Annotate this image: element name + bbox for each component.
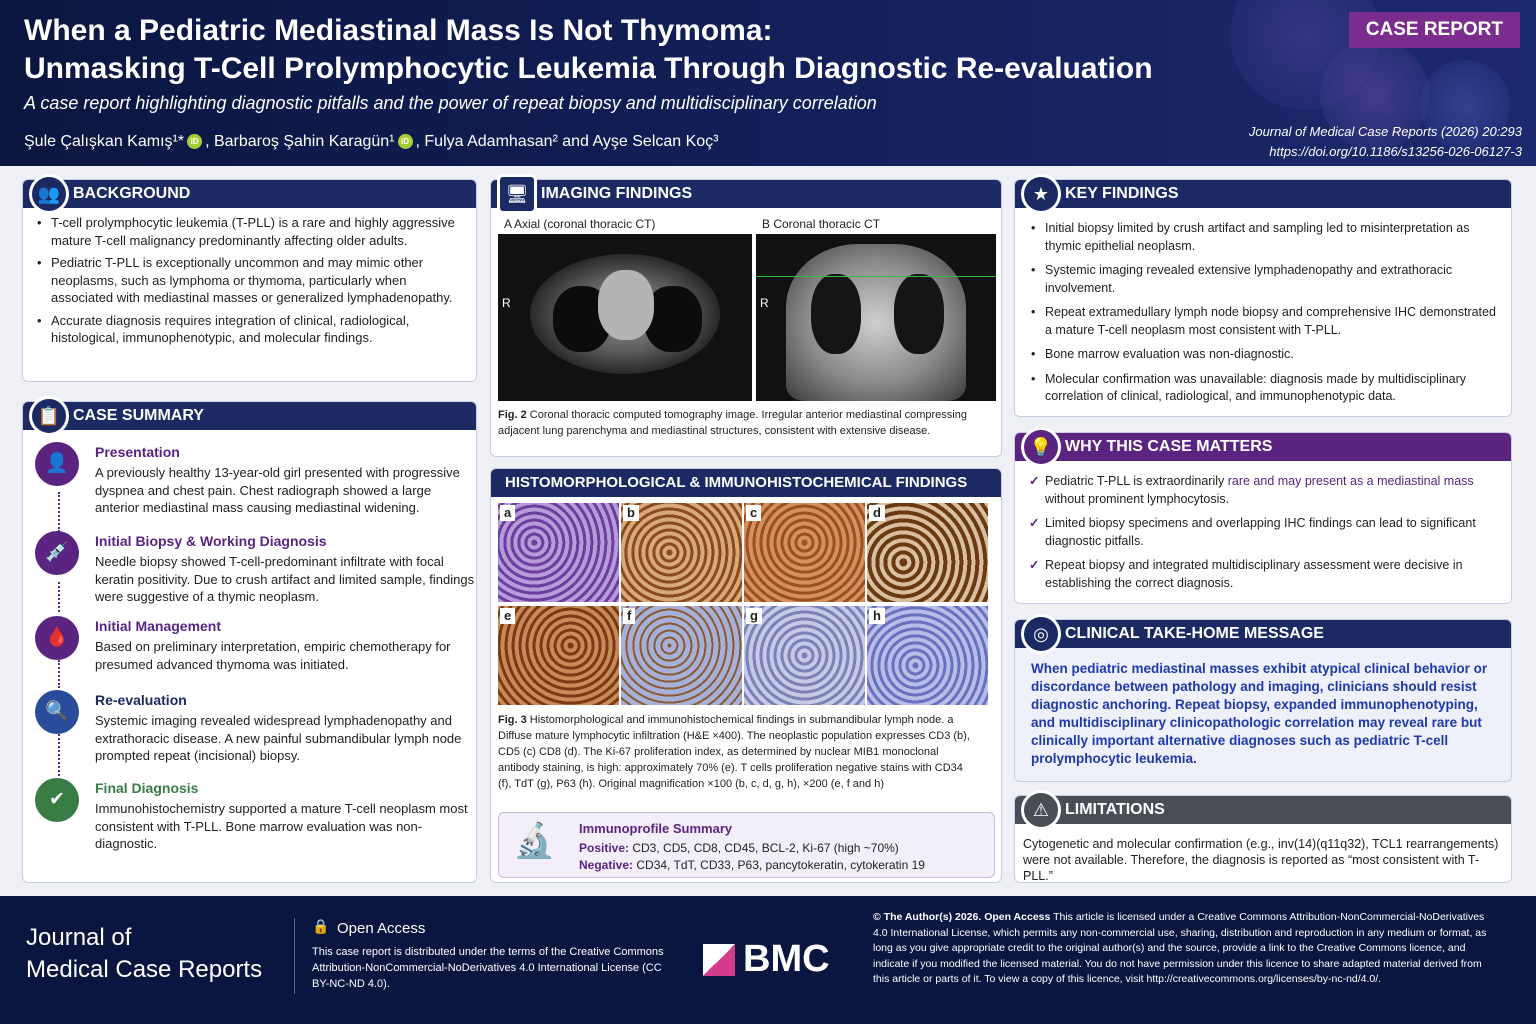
histology-image-f[interactable]	[621, 606, 742, 705]
case-report-badge: CASE REPORT	[1349, 12, 1520, 48]
open-access-text: This case report is distributed under the terms of the Creative Commons Attribution-NonCommercial-NoDerivatives 4.0 International License (CC BY-NC-ND 4.0).	[312, 946, 664, 990]
image-label: a	[500, 505, 515, 521]
immunoprofile-box	[498, 812, 995, 878]
step-heading: Final Diagnosis	[95, 780, 199, 796]
ct-mediastinal-mass	[598, 270, 654, 340]
header	[0, 0, 1536, 166]
imaging-panel	[490, 179, 1002, 457]
image-label: b	[623, 505, 639, 521]
step-text: Needle biopsy showed T-cell-predominant infiltrate with focal keratin positivity. Due to crush artifact and limited sample, findings were suggestive of a thymic neoplasm.	[95, 554, 475, 604]
step-heading: Re-evaluation	[95, 692, 187, 708]
footer	[0, 896, 1536, 1024]
background-list	[33, 214, 463, 352]
image-label: h	[869, 608, 885, 624]
list-item: • Molecular confirmation was unavailable: diagnosis made by multidisciplinary correlation of clinical, radiological, and immunophenotypic data.	[1027, 371, 1497, 406]
microscope-icon: 🔬	[513, 822, 556, 860]
histology-image-e[interactable]	[498, 606, 619, 705]
why-matters-panel	[1014, 432, 1512, 604]
ct-slice-line	[756, 276, 996, 277]
poster-title: When a Pediatric Mediastinal Mass Is Not Thymoma: Unmasking T-Cell Prolymphocytic Leukemia Through Diagnostic Re-evaluation	[24, 14, 1153, 85]
lock-icon: 🔒	[312, 918, 330, 934]
iv-bag-icon: 🩸	[35, 616, 79, 660]
list-item: ✓ Pediatric T-PLL is extraordinarily rare and may present as a mediastinal mass without prominent lymphocytosis.	[1027, 473, 1499, 508]
immunoprofile-negative: Negative: CD34, TdT, CD33, P63, pancytokeratin, cytokeratin 19	[579, 858, 925, 872]
citation: Journal of Medical Case Reports (2026) 20:293 https://doi.org/10.1186/s13256-026-06127-3	[1249, 122, 1522, 162]
timeline-connector	[58, 734, 60, 776]
takehome-panel	[1014, 619, 1512, 782]
ct-lung-left	[811, 274, 861, 354]
histology-image-a[interactable]	[498, 503, 619, 602]
limitations-text: Cytogenetic and molecular confirmation (e.g., inv(14)(q11q32), TCL1 rearrangements) were not available. Therefore, the diagnosis is reported as “most consistent with T-PLL.”	[1023, 837, 1499, 883]
step-text: Based on preliminary interpretation, empiric chemotherapy for presumed advanced thymoma was initiated.	[95, 639, 451, 672]
author-list: Şule Çalışkan Kamış¹* iD , Barbaroş Şahin Karagün¹ iD , Fulya Adamhasan² and Ayşe Selcan Koç³	[24, 133, 719, 150]
step-text: Immunohistochemistry supported a mature T-cell neoplasm most consistent with T-PLL. Bone marrow evaluation was non-diagnostic.	[95, 801, 468, 851]
section-title: HISTOMORPHOLOGICAL & IMMUNOHISTOCHEMICAL FINDINGS	[491, 469, 1001, 497]
limitations-panel	[1014, 795, 1512, 883]
list-item: • Bone marrow evaluation was non-diagnostic.	[1027, 346, 1497, 364]
people-icon: 👥	[29, 174, 69, 214]
check-circle-icon: ✔	[35, 778, 79, 822]
figure-caption: Fig. 2 Coronal thoracic computed tomography image. Irregular anterior mediastinal compressing adjacent lung parenchyma and mediastinal structures, consistent with extensive disease.	[498, 409, 967, 437]
monitor-icon: 🖥	[497, 174, 537, 214]
magnifier-icon: 🔍	[35, 690, 79, 734]
footer-divider	[294, 918, 295, 994]
section-title: LIMITATIONS	[1015, 796, 1511, 824]
poster-subtitle: A case report highlighting diagnostic pitfalls and the power of repeat biopsy and multidisciplinary correlation	[24, 93, 877, 113]
histology-image-d[interactable]	[867, 503, 988, 602]
person-icon: 👤	[35, 442, 79, 486]
orcid-icon: iD	[398, 134, 413, 149]
step-heading: Initial Management	[95, 618, 222, 634]
warning-icon: ⚠	[1021, 790, 1061, 830]
figure-caption: Fig. 3 Histomorphological and immunohistochemical findings in submandibular lymph node. a Diffuse mature lymphocytic infiltration (H&E ×400). The neoplastic population expresses CD3 (b), CD5 (c) CD8 (d). The Ki-67 proliferation index, as determined by nuclear MIB1 monoclonal antibody staining, is high: approximately 70% (e). T cells proliferation negative stains with CD34 (f), TdT (g), P63 (h). Original magnification ×100 (b, c, d, g, h), ×200 (e, f and h)	[498, 714, 970, 790]
timeline-connector	[58, 492, 60, 532]
section-title: IMAGING FINDINGS	[491, 180, 1001, 208]
immunoprofile-title: Immunoprofile Summary	[579, 821, 733, 836]
ct-side-marker: R	[760, 296, 769, 310]
syringe-icon: 💉	[35, 531, 79, 575]
section-title: WHY THIS CASE MATTERS	[1015, 433, 1511, 461]
orcid-icon: iD	[187, 134, 202, 149]
clipboard-icon: 📋	[29, 396, 69, 436]
section-title: CLINICAL TAKE-HOME MESSAGE	[1015, 620, 1511, 648]
step-text: Systemic imaging revealed widespread lymphadenopathy and extrathoracic disease. A new painful submandibular lymph node prompted repeat (incisional) biopsy.	[95, 713, 462, 763]
license-text: © The Author(s) 2026. Open Access This article is licensed under a Creative Commons Attribution-NonCommercial-NoDerivatives 4.0 International License, which permits any non-commercial use, sharing, distribution and reproduction in any medium or format, as long as you give appropriate credit to the original author(s) and the source, provide a link to the Creative Commons licence, and indicate if you modified the licensed material. You do not have permission under this licence to share adapted material derived from this article or parts of it. To view a copy of this licence, visit http://creativecommons.org/licenses/by-nc-nd/4.0/.	[873, 911, 1487, 985]
section-title: KEY FINDINGS	[1015, 180, 1511, 208]
target-icon: ◎	[1021, 614, 1061, 654]
image-label: d	[869, 505, 885, 521]
image-label: e	[500, 608, 515, 624]
step-text: A previously healthy 13-year-old girl presented with progressive dyspnea and chest pain. Chest radiograph showed a large anterior mediastinal mass causing mediastinal widening.	[95, 465, 460, 515]
immunoprofile-positive: Positive: CD3, CD5, CD8, CD45, BCL-2, Ki-67 (high ~70%)	[579, 841, 899, 855]
doi-link[interactable]: https://doi.org/10.1186/s13256-026-06127-3	[1269, 144, 1522, 159]
case-summary-panel	[22, 401, 477, 883]
list-item: • Pediatric T-PLL is exceptionally uncommon and may mimic other neoplasms, such as lymphoma or thymoma, particularly when associated with mediastinal masses or generalized lymphadenopathy.	[33, 254, 463, 307]
why-matters-list	[1027, 473, 1499, 597]
histology-image-c[interactable]	[744, 503, 865, 602]
step-heading: Initial Biopsy & Working Diagnosis	[95, 533, 327, 549]
list-item: ✓ Limited biopsy specimens and overlapping IHC findings can lead to significant diagnostic pitfalls.	[1027, 515, 1499, 550]
takehome-text: When pediatric mediastinal masses exhibit atypical clinical behavior or discordance between pathology and imaging, clinicians should resist diagnostic anchoring. Repeat biopsy, expanded immunophenotyping, and multidisciplinary clinicopathologic correlation may reveal rare but clinically important alternative diagnoses such as pediatric T-cell prolymphocytic leukemia.	[1031, 661, 1488, 766]
background-panel	[22, 179, 477, 382]
histology-image-g[interactable]	[744, 606, 865, 705]
timeline-connector	[58, 582, 60, 612]
image-label: A Axial (coronal thoracic CT)	[498, 214, 752, 234]
timeline-connector	[58, 660, 60, 688]
ct-image-coronal[interactable]	[756, 214, 996, 401]
image-label: f	[623, 608, 635, 624]
list-item: • T-cell prolymphocytic leukemia (T-PLL) is a rare and highly aggressive mature T-cell malignancy predominantly affecting older adults.	[33, 214, 463, 249]
section-title: CASE SUMMARY	[23, 402, 476, 430]
ct-image-axial[interactable]	[498, 214, 752, 401]
key-findings-panel	[1014, 179, 1512, 417]
list-item: • Accurate diagnosis requires integration of clinical, radiological, histological, immunophenotypic, and molecular findings.	[33, 312, 463, 347]
ct-lung-right	[894, 274, 944, 354]
list-item: • Systemic imaging revealed extensive lymphadenopathy and extrathoracic involvement.	[1027, 262, 1497, 297]
image-label: c	[746, 505, 761, 521]
ct-side-marker: R	[502, 296, 511, 310]
histology-panel	[490, 468, 1002, 883]
bmc-logo-text: BMC	[743, 938, 830, 980]
lightbulb-icon: 💡	[1021, 427, 1061, 467]
list-item: • Repeat extramedullary lymph node biopsy and comprehensive IHC demonstrated a mature T-cell neoplasm most consistent with T-PLL.	[1027, 304, 1497, 339]
section-title: BACKGROUND	[23, 180, 476, 208]
journal-name: Journal of Medical Case Reports	[26, 924, 263, 983]
key-findings-list	[1027, 220, 1497, 411]
image-label: g	[746, 608, 762, 624]
open-access-title: Open Access	[337, 920, 426, 937]
bmc-logo-mark	[703, 944, 735, 976]
star-icon: ★	[1021, 174, 1061, 214]
list-item: • Initial biopsy limited by crush artifact and sampling led to misinterpretation as thymic epithelial neoplasm.	[1027, 220, 1497, 255]
image-label: B Coronal thoracic CT	[756, 214, 996, 234]
list-item: ✓ Repeat biopsy and integrated multidisciplinary assessment were decisive in establishing the correct diagnosis.	[1027, 557, 1499, 592]
step-heading: Presentation	[95, 444, 180, 460]
histology-image-h[interactable]	[867, 606, 988, 705]
histology-image-b[interactable]	[621, 503, 742, 602]
